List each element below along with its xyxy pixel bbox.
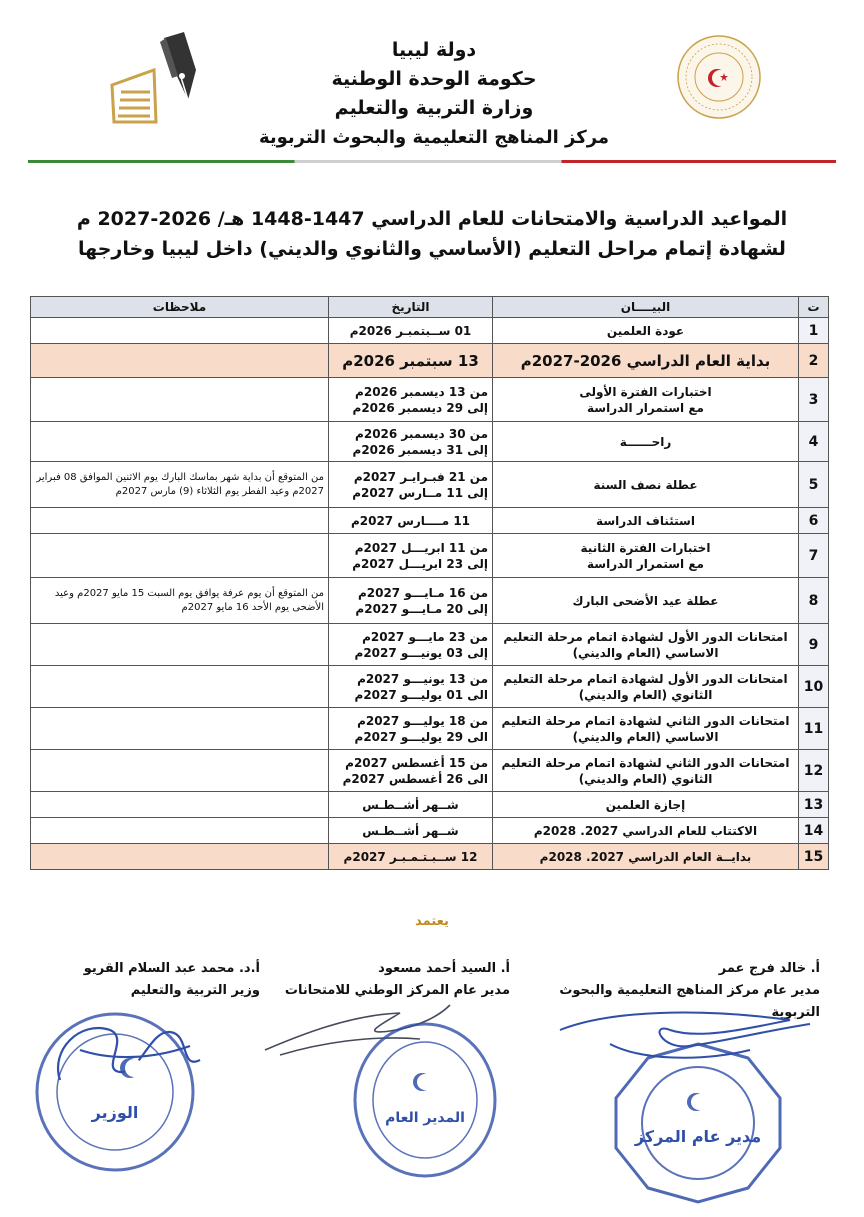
row-date [329,378,493,422]
row-date [329,818,493,844]
row-description: عودة العلمين [493,318,799,344]
title-line-1: المواعيد الدراسية والامتحانات للعام الدراسي 1447-1448 هـ/ 2026-2027 م [76,208,788,230]
row-date [329,534,493,578]
row-description: بدايــة العام الدراسي 2027. 2028م [493,844,799,870]
stamp-text: المدير العام [385,1110,465,1126]
row-note [31,624,329,666]
row-date [329,422,493,462]
row-note: من المتوقع أن يوم عرفة يوافق يوم السبت 15 مايو 2027م وعيد الأضحى يوم الأحد 16 مايو 2027م [31,578,329,624]
official-stamp-curriculum-center [608,1040,788,1205]
table-body [31,318,829,870]
row-note [31,534,329,578]
date-line: من 13 ديسمبر 2026م [355,384,488,399]
row-number: 12 [799,750,829,792]
schedule-table [30,296,829,870]
date-line: شــهر أشــطـس [362,797,459,812]
row-description: استئناف الدراسة [493,508,799,534]
row-note [31,818,329,844]
row-number: 8 [799,578,829,624]
row-description: اختبارات الفترة الأولى مع استمرار الدراسة [493,378,799,422]
table-row [31,708,829,750]
official-stamp-exams-center [350,1020,500,1180]
header-date: التاريخ [329,297,493,318]
row-date [329,708,493,750]
row-description: راحــــــة [493,422,799,462]
row-note [31,666,329,708]
row-number: 1 [799,318,829,344]
row-note [31,508,329,534]
table-row [31,624,829,666]
table-row [31,750,829,792]
date-line: من 11 ابريـــل 2027م [354,540,488,555]
table-row [31,666,829,708]
row-number: 3 [799,378,829,422]
row-date [329,508,493,534]
row-note [31,378,329,422]
row-note: من المتوقع أن بداية شهر بماسك البارك يوم الاثنين الموافق 08 فبراير 2027م وعيد الفطر يوم الثلاثاء (9) مارس 2027م [31,462,329,508]
row-description: إجازة العلمين [493,792,799,818]
curriculum-center-logo-icon [104,30,214,130]
date-line: من 23 مايـــو 2027م [362,629,488,644]
row-note [31,344,329,378]
row-description: امتحانات الدور الثاني لشهادة اتمام مرحلة التعليم الثانوي (العام والديني) [493,750,799,792]
date-line: إلى 03 يونيـــو 2027م [354,645,488,660]
table-row [31,378,829,422]
row-number: 10 [799,666,829,708]
approval-label: يعتمد [415,914,449,929]
signatory-name: أ.د. محمد عبد السلام القريو [83,961,260,976]
date-line: إلى 23 ابريـــل 2027م [352,556,488,571]
date-line: الى 01 يوليـــو 2027م [354,687,488,702]
stamp-text: الوزير [91,1103,139,1122]
row-description: عطلة عيد الأضحى البارك [493,578,799,624]
date-line: الى 29 يوليـــو 2027م [354,729,488,744]
table-row [31,844,829,870]
header-notes: ملاحظات [31,297,329,318]
row-description: الاكتتاب للعام الدراسي 2027. 2028م [493,818,799,844]
row-number: 13 [799,792,829,818]
row-number: 4 [799,422,829,462]
row-number: 11 [799,708,829,750]
official-stamp-ministry [30,1010,200,1175]
row-note [31,844,329,870]
date-line: إلى 20 مـايـــو 2027م [355,601,488,616]
date-line: 13 سبتمبر 2026م [342,351,479,370]
document-title [40,204,824,264]
table-row [31,534,829,578]
table-row [31,344,829,378]
row-description: امتحانات الدور الثاني لشهادة اتمام مرحلة التعليم الاساسي (العام والديني) [493,708,799,750]
date-line: من 13 يونيـــو 2027م [357,671,488,686]
signatory-name: أ. السيد أحمد مسعود [378,961,510,976]
table-row [31,318,829,344]
row-note [31,422,329,462]
letterhead-line-ministry: وزارة التربية والتعليم [334,97,534,119]
row-note [31,750,329,792]
row-description: اختبارات الفترة الثانية مع استمرار الدراسة [493,534,799,578]
signatory-title: مدير عام مركز المناهج التعليمية والبحوث التربوية [559,983,820,1020]
signatory-minister [30,958,260,1002]
row-date [329,666,493,708]
row-date [329,844,493,870]
row-description: عطلة نصف السنة [493,462,799,508]
date-line: الى 26 أغسطس 2027م [342,771,488,786]
table-header-row [31,297,829,318]
row-number: 5 [799,462,829,508]
date-line: 11 مــــارس 2027م [350,513,471,528]
row-date [329,792,493,818]
signatory-title: مدير عام المركز الوطني للامتحانات [284,983,510,998]
header-divider [28,160,836,163]
libya-emblem-icon [676,34,762,120]
date-line: 12 ســبـتـمـبـر 2027م [343,849,478,864]
row-date [329,578,493,624]
row-note [31,708,329,750]
letterhead-line-center: مركز المناهج التعليمية والبحوث التربوية [258,127,610,148]
date-line: 01 ســبتمبـر 2026م [349,323,472,338]
date-line: من 21 فبـرايـر 2027م [353,469,488,484]
header-desc: البيــــان [493,297,799,318]
table-row [31,792,829,818]
row-number: 2 [799,344,829,378]
row-description: بداية العام الدراسي 2026-2027م [493,344,799,378]
date-line: من 16 مـايـــو 2027م [357,585,488,600]
row-date [329,462,493,508]
date-line: من 30 ديسمبر 2026م [355,426,488,441]
letterhead-line-government: حكومة الوحدة الوطنية [331,68,537,90]
row-date [329,344,493,378]
letterhead-line-state: دولة ليبيا [391,39,477,61]
date-line: إلى 31 ديسمبر 2026م [352,442,488,457]
table-row [31,462,829,508]
date-line: من 15 أغسطس 2027م [345,755,488,770]
table-row [31,422,829,462]
stamp-text: مدير عام المركز [634,1127,762,1146]
signatory-title: وزير التربية والتعليم [130,983,260,998]
signatory-name: أ. خالد فرج عمر [718,961,820,976]
row-description: امتحانات الدور الأول لشهادة اتمام مرحلة التعليم الاساسي (العام والديني) [493,624,799,666]
date-line: من 18 يوليـــو 2027م [357,713,488,728]
title-line-2: لشهادة إتمام مراحل التعليم (الأساسي والثانوي والديني) داخل ليبيا وخارجها [78,238,786,260]
row-number: 7 [799,534,829,578]
row-date [329,750,493,792]
date-line: إلى 11 مــارس 2027م [352,485,488,500]
row-number: 9 [799,624,829,666]
row-note [31,318,329,344]
row-description: امتحانات الدور الأول لشهادة اتمام مرحلة التعليم الثانوي (العام والديني) [493,666,799,708]
header-num: ت [799,297,829,318]
row-date [329,624,493,666]
letterhead [224,36,644,152]
row-note [31,792,329,818]
table-row [31,578,829,624]
row-number: 14 [799,818,829,844]
row-number: 15 [799,844,829,870]
row-number: 6 [799,508,829,534]
table-row [31,508,829,534]
date-line: شــهر أشــطـس [362,823,459,838]
date-line: إلى 29 ديسمبر 2026م [352,400,488,415]
table-row [31,818,829,844]
row-date [329,318,493,344]
